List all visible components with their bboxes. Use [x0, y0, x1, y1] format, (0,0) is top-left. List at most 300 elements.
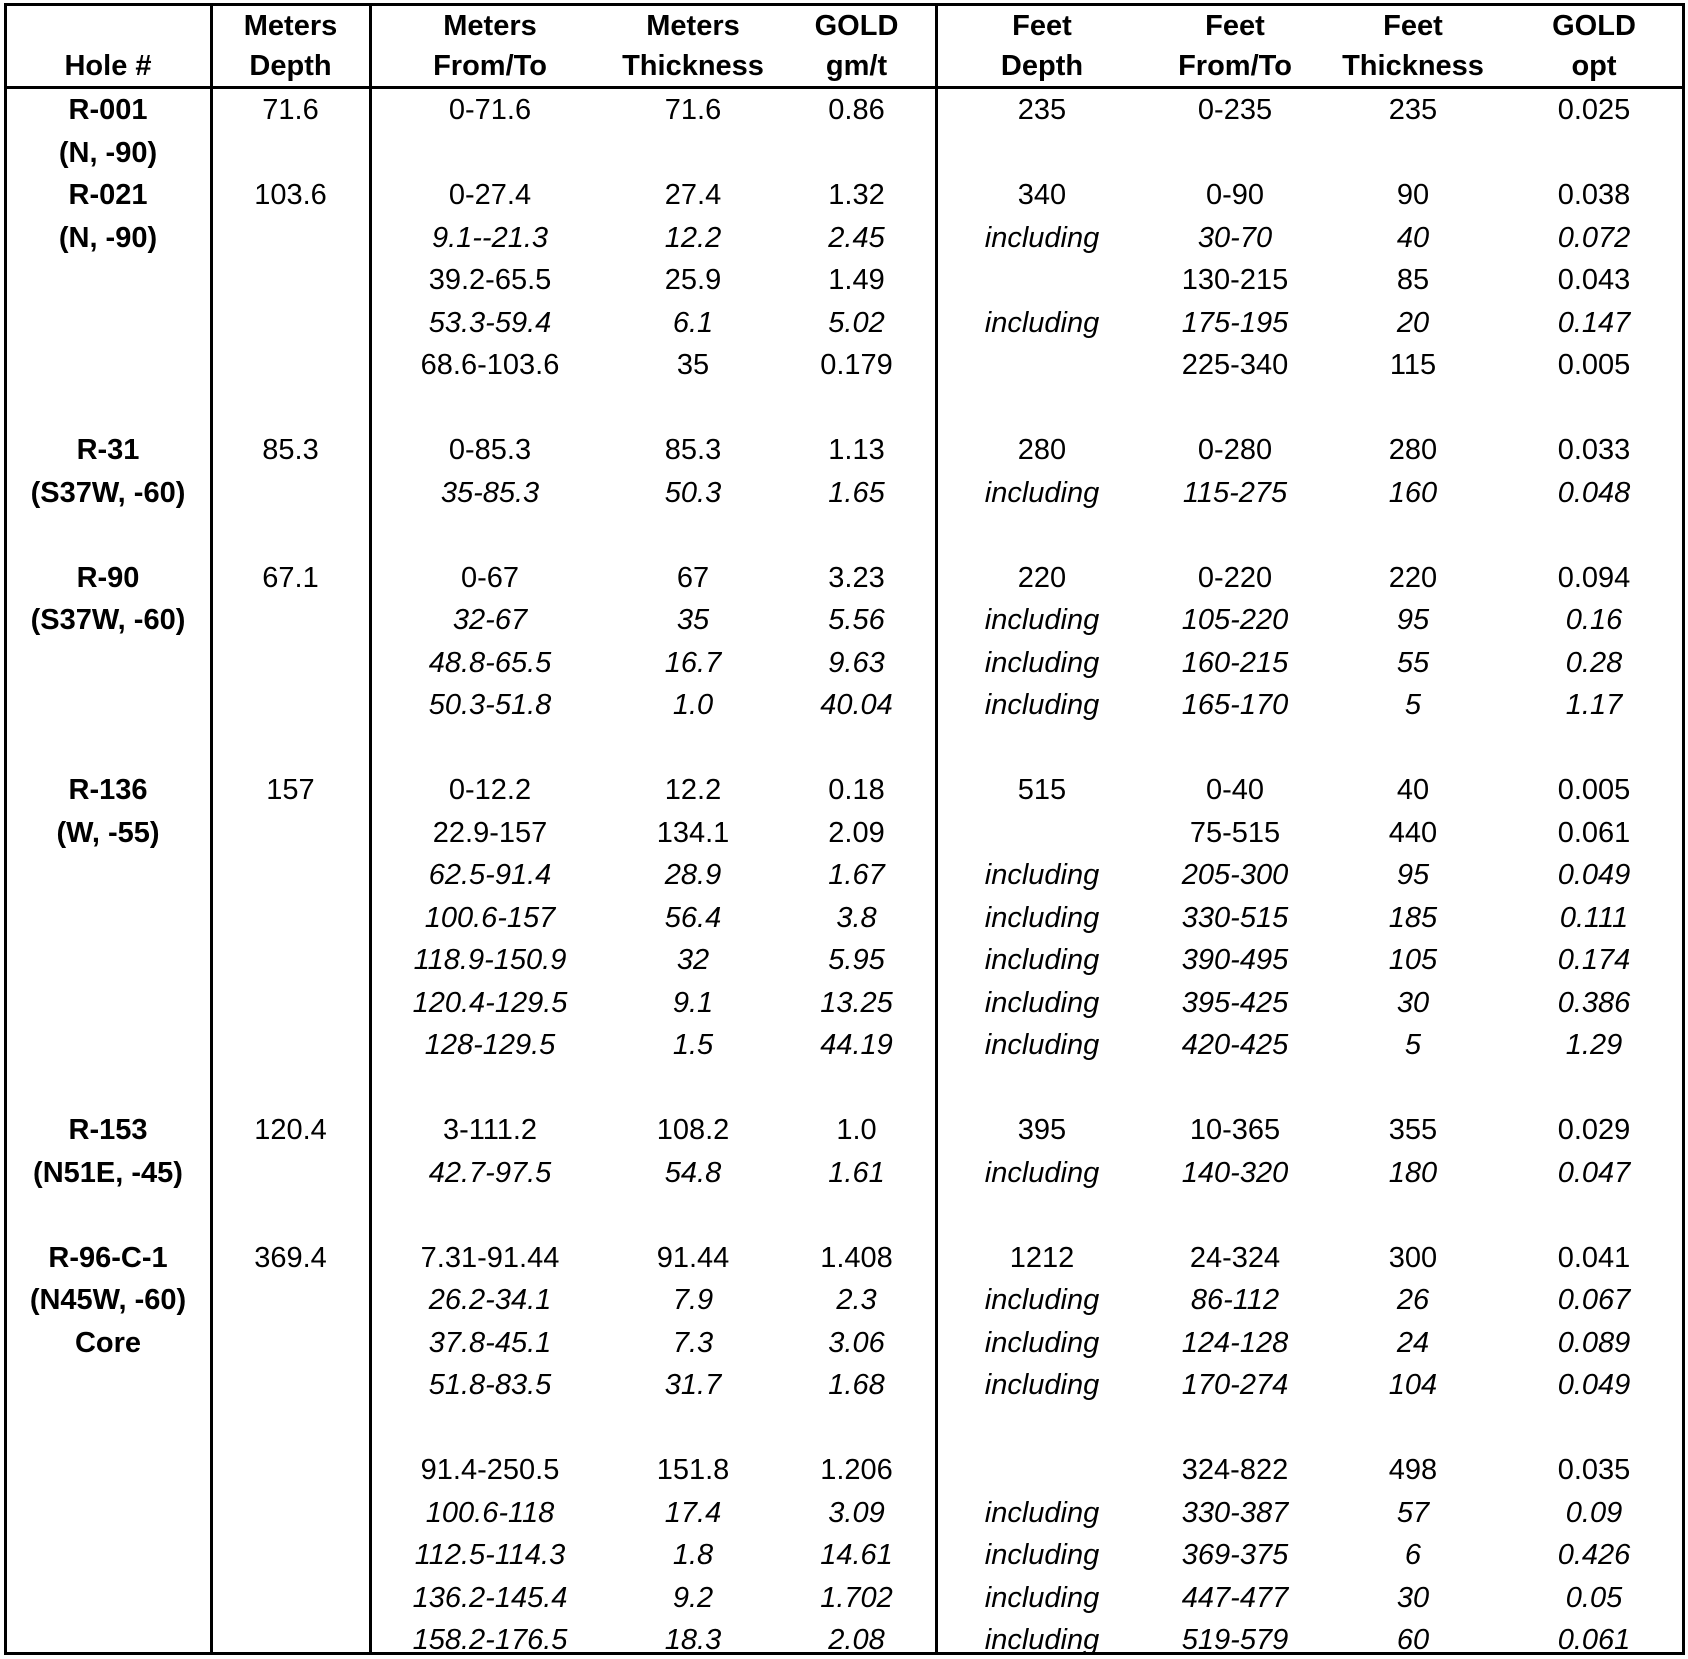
cell-feet-thickness	[1323, 1194, 1503, 1237]
cell-gold-gmt: 3.06	[828, 1326, 885, 1359]
cell-meters-thickness: 54.8	[664, 1156, 722, 1189]
cell-feet-depth: including	[984, 1156, 1100, 1189]
cell-hole	[5, 344, 211, 387]
cell-meters-depth	[211, 472, 370, 515]
cell-hole	[5, 1577, 211, 1620]
header-gold-gmt	[776, 4, 937, 88]
cell-meters-from-to	[370, 1067, 610, 1110]
cell-meters-from-to	[370, 514, 610, 557]
table-row	[5, 1152, 1685, 1195]
cell-meters-thickness: 151.8	[656, 1454, 730, 1486]
cell-gold-gmt: 3.8	[836, 901, 877, 934]
drill-results-table	[5, 4, 1685, 1659]
cell-hole: R-153	[68, 1114, 148, 1146]
cell-meters-thickness	[610, 514, 776, 557]
cell-hole: R-31	[76, 434, 140, 466]
cell-hole: R-021	[68, 179, 148, 211]
cell-meters-depth: 369.4	[254, 1241, 327, 1274]
cell-gold-opt	[1503, 387, 1685, 430]
cell-feet-from-to: 165-170	[1181, 689, 1289, 721]
cell-feet-from-to: 330-387	[1181, 1496, 1289, 1529]
cell-meters-depth	[211, 132, 370, 175]
cell-meters-depth	[211, 387, 370, 430]
cell-meters-from-to	[370, 132, 610, 175]
cell-gold-opt: 0.094	[1557, 561, 1631, 594]
cell-meters-thickness	[610, 1407, 776, 1450]
cell-meters-thickness	[610, 387, 776, 430]
cell-feet-thickness	[1323, 1067, 1503, 1110]
cell-feet-depth: 235	[1017, 94, 1067, 126]
cell-meters-from-to	[370, 1407, 610, 1450]
cell-meters-thickness: 1.0	[672, 689, 714, 721]
header-feet-depth-line1: Feet	[1012, 10, 1072, 42]
cell-gold-gmt: 2.3	[836, 1284, 877, 1316]
cell-gold-gmt	[776, 1407, 937, 1450]
cell-feet-thickness: 160	[1388, 476, 1438, 509]
cell-meters-from-to: 53.3-59.4	[428, 306, 552, 339]
cell-meters-depth	[211, 1619, 370, 1659]
cell-gold-gmt: 1.65	[828, 476, 885, 509]
cell-gold-opt: 0.048	[1557, 476, 1631, 509]
cell-feet-from-to: 0-40	[1205, 774, 1265, 806]
cell-feet-from-to: 75-515	[1189, 816, 1281, 849]
cell-meters-thickness: 67	[676, 561, 710, 594]
cell-meters-thickness: 16.7	[664, 646, 722, 679]
header-meters-thickness	[610, 4, 776, 88]
table-row	[5, 1449, 1685, 1492]
cell-feet-depth: including	[984, 476, 1100, 509]
cell-meters-depth: 157	[266, 774, 315, 806]
cell-gold-opt: 0.386	[1557, 986, 1631, 1019]
cell-feet-from-to: 105-220	[1181, 604, 1289, 636]
cell-meters-thickness: 35	[676, 604, 710, 636]
cell-feet-from-to: 0-280	[1197, 434, 1273, 466]
cell-feet-from-to: 30-70	[1197, 221, 1273, 254]
cell-feet-depth: including	[984, 221, 1100, 254]
cell-feet-depth	[937, 1194, 1147, 1237]
cell-meters-depth: 71.6	[262, 94, 319, 126]
header-hole	[5, 4, 211, 88]
cell-feet-thickness: 40	[1396, 774, 1430, 806]
cell-hole	[5, 642, 211, 685]
cell-gold-gmt: 1.206	[820, 1454, 893, 1486]
cell-feet-depth: including	[984, 1496, 1100, 1529]
cell-gold-opt: 0.049	[1557, 859, 1631, 891]
cell-gold-gmt: 14.61	[820, 1539, 893, 1571]
table-row	[5, 1619, 1685, 1659]
cell-hole	[5, 1364, 211, 1407]
cell-gold-opt: 0.28	[1565, 646, 1623, 679]
header-meters-depth-line2: Depth	[249, 50, 332, 82]
cell-gold-gmt: 1.68	[828, 1369, 885, 1401]
header-meters-from-to	[370, 4, 610, 88]
cell-gold-gmt: 0.179	[820, 349, 893, 381]
cell-hole	[5, 259, 211, 302]
cell-feet-from-to	[1147, 1194, 1323, 1237]
cell-feet-depth	[937, 1067, 1147, 1110]
header-meters-thickness-line1: Meters	[646, 10, 740, 42]
cell-gold-gmt: 40.04	[820, 689, 893, 721]
cell-meters-thickness: 7.3	[672, 1326, 714, 1359]
cell-feet-from-to: 369-375	[1181, 1539, 1289, 1571]
cell-gold-opt: 0.061	[1557, 1624, 1631, 1656]
cell-meters-from-to: 0-27.4	[448, 179, 532, 211]
cell-meters-depth	[211, 939, 370, 982]
cell-meters-from-to: 0-67	[460, 561, 520, 594]
cell-meters-depth	[211, 1449, 370, 1492]
table-row	[5, 1407, 1685, 1450]
cell-feet-from-to: 130-215	[1181, 264, 1289, 296]
cell-meters-thickness	[610, 1067, 776, 1110]
cell-feet-depth: including	[984, 1624, 1100, 1656]
cell-gold-opt: 0.049	[1557, 1369, 1631, 1401]
cell-meters-thickness: 9.2	[672, 1581, 714, 1614]
cell-hole	[5, 1619, 211, 1659]
cell-feet-from-to	[1147, 387, 1323, 430]
table-row	[5, 387, 1685, 430]
cell-meters-depth	[211, 854, 370, 897]
cell-hole	[5, 854, 211, 897]
cell-feet-from-to: 170-274	[1181, 1369, 1289, 1401]
cell-feet-from-to: 225-340	[1181, 349, 1289, 381]
cell-meters-thickness: 50.3	[664, 476, 722, 509]
cell-feet-depth	[937, 387, 1147, 430]
cell-meters-thickness: 28.9	[664, 859, 722, 891]
cell-feet-thickness: 440	[1388, 816, 1438, 849]
cell-feet-thickness: 95	[1396, 859, 1430, 891]
cell-feet-from-to: 390-495	[1181, 944, 1289, 976]
cell-meters-depth	[211, 1322, 370, 1365]
cell-meters-from-to: 35-85.3	[440, 476, 540, 509]
cell-meters-from-to: 7.31-91.44	[420, 1241, 560, 1274]
cell-feet-thickness: 26	[1396, 1284, 1430, 1316]
cell-hole	[5, 727, 211, 770]
cell-meters-from-to	[370, 727, 610, 770]
cell-hole: R-90	[76, 561, 140, 594]
cell-meters-thickness: 35	[676, 349, 710, 381]
cell-meters-from-to: 9.1--21.3	[431, 221, 549, 254]
cell-gold-gmt: 3.09	[828, 1496, 885, 1529]
table-row	[5, 1237, 1685, 1280]
cell-hole: (N51E, -45)	[33, 1156, 183, 1189]
cell-hole: (S37W, -60)	[30, 476, 186, 509]
cell-meters-from-to: 100.6-118	[425, 1496, 555, 1529]
header-feet-from-to	[1147, 4, 1323, 88]
cell-feet-depth	[937, 259, 1147, 302]
cell-meters-depth	[211, 344, 370, 387]
cell-meters-thickness: 1.5	[672, 1029, 714, 1061]
cell-meters-thickness: 31.7	[664, 1369, 722, 1401]
header-feet-from-to-line1: Feet	[1205, 10, 1265, 42]
cell-feet-thickness	[1323, 514, 1503, 557]
cell-feet-depth: including	[984, 1029, 1100, 1061]
cell-hole: Core	[74, 1326, 142, 1359]
cell-feet-thickness: 24	[1396, 1326, 1430, 1359]
cell-feet-thickness: 55	[1396, 646, 1430, 679]
cell-feet-depth: including	[984, 986, 1100, 1019]
cell-gold-gmt	[776, 1194, 937, 1237]
cell-meters-depth	[211, 727, 370, 770]
cell-hole: (W, -55)	[56, 816, 160, 849]
cell-feet-depth	[937, 1449, 1147, 1492]
cell-feet-thickness: 300	[1388, 1241, 1438, 1274]
cell-meters-thickness: 91.44	[656, 1241, 730, 1274]
cell-meters-from-to: 0-12.2	[448, 774, 532, 806]
header-feet-thickness-line1: Feet	[1383, 10, 1443, 42]
cell-gold-gmt: 13.25	[820, 986, 893, 1019]
cell-gold-opt: 0.05	[1565, 1581, 1623, 1614]
header-gold-opt-line1: GOLD	[1552, 10, 1636, 42]
cell-hole	[5, 514, 211, 557]
cell-feet-thickness: 355	[1388, 1114, 1438, 1146]
cell-meters-from-to: 42.7-97.5	[428, 1156, 552, 1189]
cell-feet-from-to: 324-822	[1181, 1454, 1289, 1486]
table-row	[5, 174, 1685, 217]
cell-gold-opt	[1503, 514, 1685, 557]
cell-meters-depth	[211, 1407, 370, 1450]
cell-feet-thickness	[1323, 1407, 1503, 1450]
cell-meters-depth	[211, 897, 370, 940]
cell-feet-thickness: 498	[1388, 1454, 1438, 1486]
table-row	[5, 1364, 1685, 1407]
header-feet-from-to-line2: From/To	[1178, 50, 1292, 82]
table-row	[5, 514, 1685, 557]
cell-gold-opt: 0.061	[1557, 816, 1631, 849]
cell-gold-opt: 0.426	[1557, 1539, 1631, 1571]
cell-feet-depth	[937, 514, 1147, 557]
cell-hole	[5, 982, 211, 1025]
cell-meters-thickness	[610, 1194, 776, 1237]
cell-feet-from-to: 420-425	[1181, 1029, 1289, 1061]
cell-hole: R-96-C-1	[48, 1241, 168, 1274]
table-row	[5, 344, 1685, 387]
cell-hole: (N45W, -60)	[29, 1284, 187, 1316]
table-row	[5, 727, 1685, 770]
cell-feet-from-to: 115-275	[1182, 476, 1288, 509]
cell-meters-depth	[211, 599, 370, 642]
cell-gold-gmt: 0.86	[828, 94, 885, 126]
cell-feet-depth: including	[984, 1369, 1100, 1401]
cell-gold-gmt	[776, 727, 937, 770]
cell-gold-gmt: 0.18	[828, 774, 885, 806]
cell-hole	[5, 1067, 211, 1110]
cell-feet-thickness: 57	[1396, 1496, 1430, 1529]
cell-meters-from-to: 112.5-114.3	[414, 1539, 566, 1571]
cell-feet-from-to: 205-300	[1181, 859, 1289, 891]
cell-feet-thickness: 280	[1388, 434, 1438, 466]
cell-feet-from-to	[1147, 514, 1323, 557]
cell-feet-depth: including	[984, 1326, 1100, 1359]
cell-feet-depth	[937, 727, 1147, 770]
cell-meters-depth	[211, 302, 370, 345]
cell-gold-opt: 0.038	[1557, 179, 1631, 211]
cell-gold-gmt: 5.02	[828, 306, 885, 339]
table-row	[5, 1109, 1685, 1152]
cell-feet-from-to: 0-220	[1197, 561, 1273, 594]
cell-gold-opt: 0.029	[1557, 1114, 1631, 1146]
cell-feet-thickness: 235	[1388, 94, 1438, 126]
table-row	[5, 132, 1685, 175]
cell-meters-from-to: 118.9-150.9	[413, 944, 567, 976]
table-row	[5, 599, 1685, 642]
table-row	[5, 259, 1685, 302]
cell-gold-opt	[1503, 132, 1685, 175]
cell-feet-depth: 515	[1017, 774, 1067, 806]
header-meters-depth-line1: Meters	[243, 10, 338, 42]
cell-meters-depth	[211, 217, 370, 260]
cell-feet-from-to	[1147, 132, 1323, 175]
cell-gold-opt: 0.147	[1557, 306, 1631, 339]
table-row	[5, 982, 1685, 1025]
cell-feet-depth	[937, 812, 1147, 855]
cell-feet-depth: 340	[1017, 179, 1067, 211]
cell-meters-depth	[211, 684, 370, 727]
cell-gold-opt: 0.047	[1557, 1156, 1631, 1189]
table-body	[5, 88, 1685, 1659]
cell-meters-from-to: 0-71.6	[448, 94, 532, 126]
cell-gold-opt: 0.16	[1565, 604, 1623, 636]
cell-feet-thickness: 40	[1396, 221, 1430, 254]
cell-hole	[5, 897, 211, 940]
cell-hole	[5, 302, 211, 345]
cell-feet-depth: including	[984, 1539, 1100, 1571]
cell-meters-depth	[211, 812, 370, 855]
table-row	[5, 1534, 1685, 1577]
cell-meters-thickness: 108.2	[656, 1114, 730, 1146]
header-row	[5, 4, 1685, 88]
cell-meters-thickness: 12.2	[664, 221, 722, 254]
cell-meters-thickness: 12.2	[664, 774, 722, 806]
cell-hole	[5, 684, 211, 727]
cell-gold-opt: 0.025	[1557, 94, 1631, 126]
header-feet-thickness	[1323, 4, 1503, 88]
cell-meters-thickness: 6.1	[672, 306, 714, 339]
cell-feet-from-to: 140-320	[1181, 1156, 1289, 1189]
cell-feet-thickness	[1323, 132, 1503, 175]
cell-feet-depth: 395	[1017, 1114, 1067, 1146]
cell-gold-opt: 1.29	[1565, 1029, 1623, 1061]
cell-gold-gmt: 2.08	[828, 1624, 885, 1656]
cell-meters-from-to: 100.6-157	[424, 901, 556, 934]
table-row	[5, 812, 1685, 855]
cell-feet-depth: 1212	[1009, 1241, 1075, 1274]
cell-feet-thickness: 30	[1396, 1581, 1430, 1614]
cell-meters-thickness: 134.1	[656, 816, 730, 849]
header-gold-opt	[1503, 4, 1685, 88]
table-row	[5, 684, 1685, 727]
cell-hole	[5, 1024, 211, 1067]
cell-gold-opt: 0.035	[1557, 1454, 1631, 1486]
cell-feet-depth: including	[984, 859, 1100, 891]
cell-meters-from-to: 0-85.3	[448, 434, 532, 466]
cell-meters-depth	[211, 1577, 370, 1620]
cell-gold-gmt	[776, 132, 937, 175]
cell-meters-thickness: 56.4	[664, 901, 722, 934]
cell-feet-thickness: 185	[1388, 901, 1438, 934]
cell-feet-from-to: 86-112	[1190, 1284, 1280, 1316]
cell-feet-from-to: 160-215	[1181, 646, 1289, 679]
header-gold-gmt-line1: GOLD	[814, 10, 899, 42]
cell-feet-thickness: 30	[1396, 986, 1430, 1019]
header-meters-from-to-line1: Meters	[443, 10, 537, 42]
cell-gold-gmt	[776, 1067, 937, 1110]
cell-feet-depth	[937, 344, 1147, 387]
table-row	[5, 1492, 1685, 1535]
cell-feet-from-to: 395-425	[1181, 986, 1289, 1019]
cell-meters-thickness: 7.9	[672, 1284, 714, 1316]
table-row	[5, 1067, 1685, 1110]
cell-hole	[5, 1194, 211, 1237]
cell-meters-depth	[211, 1194, 370, 1237]
cell-gold-gmt: 1.0	[836, 1114, 877, 1146]
cell-gold-gmt: 5.56	[828, 604, 885, 636]
cell-meters-from-to: 3-111.2	[442, 1114, 538, 1146]
cell-feet-thickness: 5	[1404, 689, 1422, 721]
cell-feet-depth: 280	[1017, 434, 1067, 466]
cell-hole: R-001	[68, 94, 148, 126]
cell-meters-thickness: 1.8	[672, 1539, 714, 1571]
cell-meters-from-to: 68.6-103.6	[420, 349, 560, 381]
cell-hole	[5, 939, 211, 982]
cell-gold-gmt: 3.23	[828, 561, 885, 594]
cell-meters-from-to: 22.9-157	[432, 816, 548, 849]
cell-meters-depth	[211, 1279, 370, 1322]
cell-feet-thickness: 60	[1396, 1624, 1430, 1656]
cell-meters-thickness: 85.3	[664, 434, 722, 466]
cell-meters-from-to: 91.4-250.5	[420, 1454, 560, 1486]
table-row	[5, 429, 1685, 472]
table-row	[5, 1024, 1685, 1067]
cell-meters-from-to: 50.3-51.8	[428, 689, 552, 721]
cell-feet-depth: 220	[1017, 561, 1067, 594]
cell-feet-from-to	[1147, 1407, 1323, 1450]
cell-gold-gmt: 44.19	[820, 1029, 893, 1061]
table-row	[5, 769, 1685, 812]
cell-meters-depth: 67.1	[262, 561, 319, 594]
cell-meters-from-to: 26.2-34.1	[428, 1284, 552, 1316]
cell-feet-from-to: 175-195	[1181, 306, 1289, 339]
cell-feet-thickness: 115	[1389, 349, 1437, 381]
cell-meters-depth: 120.4	[254, 1114, 327, 1146]
cell-gold-opt	[1503, 727, 1685, 770]
header-gold-opt-line2: opt	[1571, 50, 1617, 82]
cell-feet-from-to	[1147, 1067, 1323, 1110]
cell-feet-thickness: 180	[1388, 1156, 1438, 1189]
cell-feet-thickness: 104	[1388, 1369, 1438, 1401]
cell-meters-from-to	[370, 1194, 610, 1237]
cell-gold-opt: 0.089	[1557, 1326, 1631, 1359]
cell-gold-gmt: 1.32	[828, 179, 885, 211]
cell-meters-thickness: 71.6	[664, 94, 722, 126]
cell-meters-depth: 85.3	[262, 434, 319, 466]
cell-feet-from-to: 330-515	[1181, 901, 1289, 934]
cell-meters-from-to: 39.2-65.5	[428, 264, 552, 296]
table-row	[5, 302, 1685, 345]
cell-gold-opt: 1.17	[1565, 689, 1623, 721]
cell-meters-depth	[211, 259, 370, 302]
cell-meters-depth: 103.6	[254, 179, 327, 211]
cell-feet-from-to: 0-235	[1197, 94, 1273, 126]
cell-gold-opt: 0.072	[1557, 221, 1631, 254]
header-feet-depth-line2: Depth	[1000, 50, 1084, 82]
cell-hole	[5, 1407, 211, 1450]
cell-gold-opt	[1503, 1407, 1685, 1450]
cell-meters-depth	[211, 1364, 370, 1407]
cell-hole: (S37W, -60)	[30, 604, 186, 636]
cell-gold-opt: 0.111	[1559, 901, 1629, 934]
cell-meters-depth	[211, 1492, 370, 1535]
table-row	[5, 88, 1685, 132]
